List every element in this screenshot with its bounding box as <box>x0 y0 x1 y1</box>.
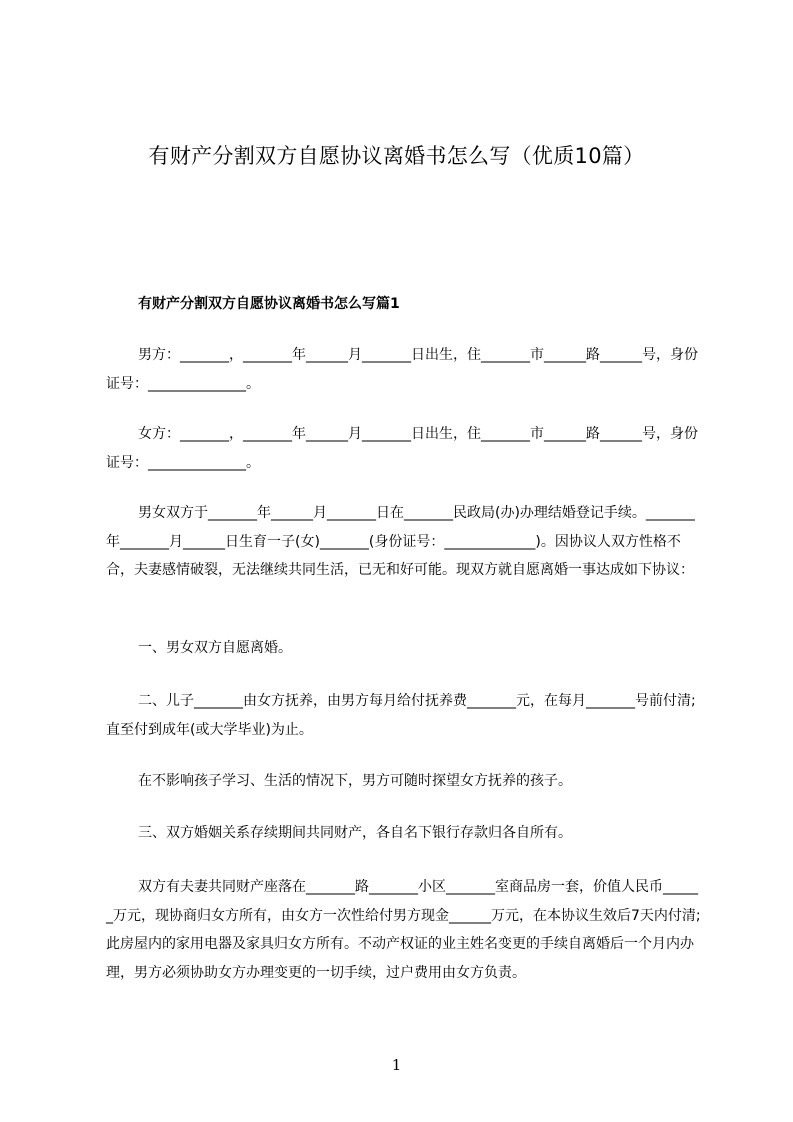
paragraph-clause-3: 三、双方婚姻关系存续期间共同财产，各自名下银行存款归各自所有。 <box>138 825 572 841</box>
paragraph-visitation: 在不影响孩子学习、生活的情况下，男方可随时探望女方抚养的孩子。 <box>138 773 572 789</box>
page-number: 1 <box>391 1056 402 1074</box>
paragraph-property: 双方有夫妻共同财产座落在_______路_______小区_______室商品房一套，价值人民币______万元，现协商归女方所有，由女方一次性给付男方现金______万元，在本协议生效后7天内付清;此房屋内的家用电器及家具归女方所有。不动产权证的业主姓名变更的手续自离婚后一个月内办理，男方必须协助女方办理变更的一切手续，过户费用由女方负责。 <box>106 879 701 981</box>
document-title: 有财产分割双方自愿协议离婚书怎么写（优质10篇） <box>148 144 645 168</box>
paragraph-male-party: 男方：_______，_______年______月_______日出生，住_______市______路______号，身份证号：______________。 <box>106 347 698 392</box>
paragraph-female-party: 女方：_______，_______年______月_______日出生，住_______市______路______号，身份证号：______________。 <box>106 426 698 471</box>
paragraph-clause-1: 一、男女双方自愿离婚。 <box>138 640 292 656</box>
paragraph-clause-2: 二、儿子_______由女方抚养，由男方每月给付抚养费_______元，在每月_______号前付清;直至付到成年(或大学毕业)为止。 <box>106 693 696 738</box>
paragraph-marriage-info: 男女双方于_______年______月_______日在_______民政局(办)办理结婚登记手续。_______年_______月______日生育一子(女)_______(身份证号：_____________)。因协议人双方性格不合，夫妻感情破裂，无法继续共同生活，已无和好可能。现双方就自愿离婚一事达成如下协议： <box>106 505 695 578</box>
section-heading: 有财产分割双方自愿协议离婚书怎么写篇1 <box>138 296 400 312</box>
